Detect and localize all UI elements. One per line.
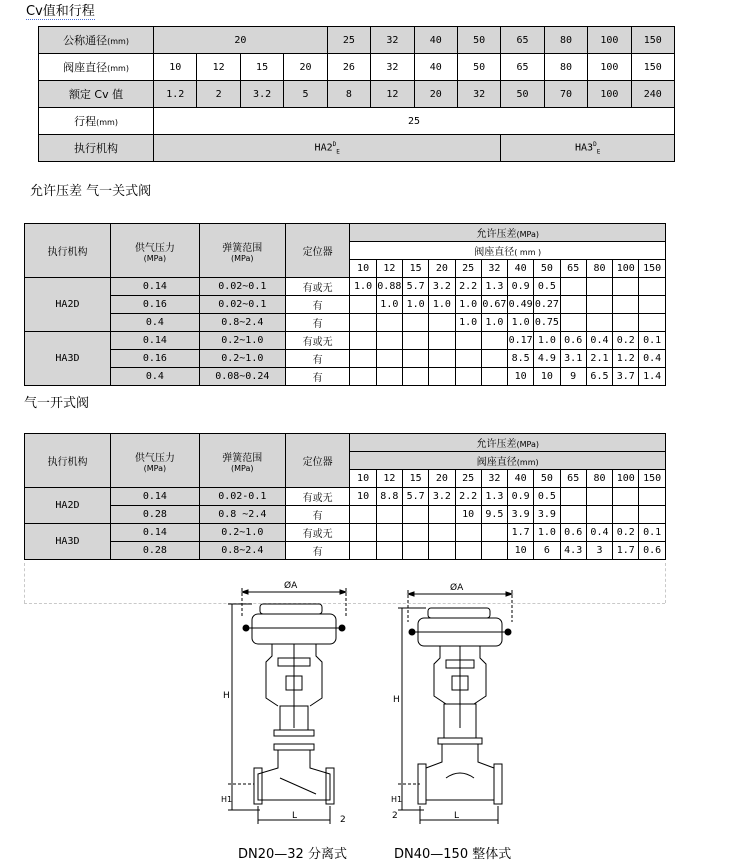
stroke-label: 行程(mm) <box>39 108 154 135</box>
actuator-body <box>252 614 336 644</box>
value-cell: 1.0 <box>534 332 560 350</box>
value-cell <box>613 314 639 332</box>
value-cell <box>402 332 428 350</box>
value-cell: 1.0 <box>455 296 481 314</box>
value-cell: 0.6 <box>560 332 586 350</box>
value-cell <box>481 542 507 560</box>
actuator-cell: HA3D <box>25 524 111 560</box>
seat-header-cell: 20 <box>429 260 455 278</box>
cv-cell: 2 <box>197 81 240 108</box>
value-cell <box>429 332 455 350</box>
value-cell: 1.7 <box>508 524 534 542</box>
value-cell <box>586 506 612 524</box>
seat-cell: 15 <box>240 54 283 81</box>
value-cell <box>350 314 376 332</box>
value-cell: 3.2 <box>429 278 455 296</box>
nominal-cell: 80 <box>544 27 587 54</box>
seat-header-cell: 50 <box>534 470 560 488</box>
dim-2-label: 2 <box>340 815 346 825</box>
dim-h-label: H <box>393 695 400 705</box>
value-cell: 8.8 <box>376 488 402 506</box>
arrow <box>340 590 346 594</box>
data-row <box>25 368 666 386</box>
value-cell: 0.6 <box>560 524 586 542</box>
actuator-row <box>39 135 675 162</box>
cv-cell: 5 <box>284 81 327 108</box>
yoke-right <box>310 644 322 706</box>
value-cell: 3.1 <box>560 350 586 368</box>
value-cell: 0.4 <box>586 332 612 350</box>
seat-header-cell: 32 <box>481 260 507 278</box>
seat-header-cell: 12 <box>376 470 402 488</box>
value-cell <box>376 314 402 332</box>
nominal-cell: 100 <box>588 27 631 54</box>
seat-cell: 150 <box>631 54 674 81</box>
integral-valve-diagram <box>390 578 530 838</box>
arrow <box>408 592 414 596</box>
value-cell <box>455 332 481 350</box>
nominal-cell: 25 <box>327 27 370 54</box>
actuator-label: 执行机构 <box>39 135 154 162</box>
value-cell: 6.5 <box>586 368 612 386</box>
header-row <box>25 434 666 452</box>
supply-cell: 0.4 <box>110 314 199 332</box>
positioner-cell: 有或无 <box>285 524 350 542</box>
value-cell <box>481 332 507 350</box>
spring-cell: 0.02~0.1 <box>199 278 285 296</box>
integral-caption: DN40—150 整体式 <box>394 847 512 862</box>
value-cell: 1.0 <box>481 314 507 332</box>
frame-line <box>24 563 25 603</box>
data-row <box>25 506 666 524</box>
value-cell <box>376 368 402 386</box>
seat-header-cell: 65 <box>560 470 586 488</box>
value-cell <box>586 296 612 314</box>
spring-cell: 0.2~1.0 <box>199 332 285 350</box>
seat-cell: 65 <box>501 54 544 81</box>
value-cell <box>560 296 586 314</box>
value-cell <box>455 542 481 560</box>
body-line <box>280 778 316 794</box>
value-cell <box>376 524 402 542</box>
supply-cell: 0.16 <box>110 296 199 314</box>
dim-l-label: L <box>292 811 298 821</box>
seat-header-cell: 15 <box>402 260 428 278</box>
cv-cell: 100 <box>588 81 631 108</box>
bolt <box>339 625 345 631</box>
cv-cell: 8 <box>327 81 370 108</box>
seat-header-cell: 80 <box>586 470 612 488</box>
bolt <box>409 629 415 635</box>
value-cell: 1.2 <box>613 350 639 368</box>
positioner-cell: 有 <box>285 314 350 332</box>
actuator-top <box>260 604 322 614</box>
nominal-cell: 32 <box>371 27 414 54</box>
value-cell <box>560 314 586 332</box>
data-row <box>25 488 666 506</box>
value-cell: 0.5 <box>534 278 560 296</box>
spring-header: 弹簧范围 (MPa) <box>199 224 285 278</box>
value-cell: 0.49 <box>508 296 534 314</box>
value-cell <box>639 506 666 524</box>
positioner-cell: 有或无 <box>285 488 350 506</box>
value-cell <box>613 278 639 296</box>
value-cell <box>639 278 666 296</box>
dim-2-label: 2 <box>392 811 398 821</box>
supply-cell: 0.4 <box>110 368 199 386</box>
value-cell: 0.6 <box>639 542 666 560</box>
value-cell <box>402 506 428 524</box>
value-cell <box>402 524 428 542</box>
value-cell <box>429 524 455 542</box>
value-cell <box>350 368 376 386</box>
value-cell <box>560 506 586 524</box>
spring-cell: 0.02~0.1 <box>199 296 285 314</box>
cv-stroke-table <box>38 26 675 162</box>
seat-header-cell: 100 <box>613 260 639 278</box>
value-cell <box>402 542 428 560</box>
cv-stroke-title: Cv值和行程 <box>26 4 95 19</box>
seat-cell: 20 <box>284 54 327 81</box>
seat-header-cell: 12 <box>376 260 402 278</box>
value-cell: 0.4 <box>586 524 612 542</box>
value-cell: 4.9 <box>534 350 560 368</box>
seat-header-cell: 20 <box>429 470 455 488</box>
spring-cell: 0.02-0.1 <box>199 488 285 506</box>
seat-cell: 32 <box>371 54 414 81</box>
dim-l-label: L <box>454 811 460 821</box>
seat-diameter-header: 阀座直径(mm) <box>350 452 666 470</box>
value-cell <box>586 314 612 332</box>
actuator-cell: HA3D <box>25 332 111 386</box>
cv-cell: 20 <box>414 81 457 108</box>
cv-cell: 12 <box>371 81 414 108</box>
stroke-row <box>39 108 675 135</box>
seat-cell: 100 <box>588 54 631 81</box>
supply-header: 供气压力 (MPa) <box>110 434 199 488</box>
value-cell <box>639 488 666 506</box>
positioner-cell: 有 <box>285 350 350 368</box>
closed-valve-title: 允许压差 气一关式阀 <box>30 184 152 199</box>
spring-cell: 0.2~1.0 <box>199 350 285 368</box>
value-cell <box>481 524 507 542</box>
seat-header-cell: 10 <box>350 260 376 278</box>
supply-header: 供气压力 (MPa) <box>110 224 199 278</box>
positioner-cell: 有 <box>285 296 350 314</box>
value-cell <box>350 350 376 368</box>
value-cell <box>613 488 639 506</box>
nominal-cell: 150 <box>631 27 674 54</box>
dim-h-label: H <box>223 691 230 701</box>
value-cell: 2.1 <box>586 350 612 368</box>
seat-header-cell: 150 <box>639 260 666 278</box>
value-cell: 1.0 <box>508 314 534 332</box>
yoke-right <box>474 646 486 704</box>
yoke-left <box>266 644 278 706</box>
value-cell <box>455 524 481 542</box>
value-cell <box>376 506 402 524</box>
value-cell <box>455 368 481 386</box>
arrow <box>506 592 512 596</box>
value-cell <box>586 488 612 506</box>
value-cell: 8.5 <box>508 350 534 368</box>
value-cell: 1.0 <box>376 296 402 314</box>
value-cell <box>402 368 428 386</box>
nominal-cell: 65 <box>501 27 544 54</box>
value-cell <box>613 296 639 314</box>
value-cell <box>560 278 586 296</box>
supply-cell: 0.28 <box>110 542 199 560</box>
bonnet-flange <box>274 730 314 736</box>
value-cell: 5.7 <box>402 488 428 506</box>
seat-header-cell: 25 <box>455 470 481 488</box>
seat-cell: 40 <box>414 54 457 81</box>
value-cell: 4.3 <box>560 542 586 560</box>
cv-cell: 70 <box>544 81 587 108</box>
value-cell <box>481 368 507 386</box>
value-cell: 3.9 <box>508 506 534 524</box>
value-cell <box>350 524 376 542</box>
actuator-ha2: $HA2^D_E$ <box>154 135 501 162</box>
actuator-header: 执行机构 <box>25 224 111 278</box>
value-cell <box>350 506 376 524</box>
value-cell <box>429 350 455 368</box>
seat-header-cell: 25 <box>455 260 481 278</box>
nominal-cell: 40 <box>414 27 457 54</box>
data-row <box>25 296 666 314</box>
actuator-ha3: $HA3^D_E$ <box>501 135 675 162</box>
supply-cell: 0.14 <box>110 488 199 506</box>
value-cell: 1.0 <box>350 278 376 296</box>
value-cell: 0.1 <box>639 524 666 542</box>
actuator-top <box>428 608 490 618</box>
body-line <box>446 773 474 778</box>
arrow <box>242 590 248 594</box>
value-cell: 2.2 <box>455 488 481 506</box>
value-cell: 10 <box>508 368 534 386</box>
bonnet-flange <box>438 738 482 744</box>
value-cell <box>402 350 428 368</box>
seat-row <box>39 54 675 81</box>
value-cell <box>376 542 402 560</box>
value-cell <box>586 278 612 296</box>
cv-cell: 50 <box>501 81 544 108</box>
value-cell <box>429 542 455 560</box>
positioner-cell: 有或无 <box>285 332 350 350</box>
value-cell: 1.0 <box>455 314 481 332</box>
nominal-cell: 50 <box>457 27 500 54</box>
seat-header-cell: 32 <box>481 470 507 488</box>
cv-cell: 3.2 <box>240 81 283 108</box>
value-cell <box>402 314 428 332</box>
seat-cell: 12 <box>197 54 240 81</box>
spring-cell: 0.08~0.24 <box>199 368 285 386</box>
frame-line <box>665 563 666 603</box>
supply-cell: 0.28 <box>110 506 199 524</box>
nominal-label: 公称通径(mm) <box>39 27 154 54</box>
data-row <box>25 332 666 350</box>
value-cell: 3.9 <box>534 506 560 524</box>
value-cell <box>639 314 666 332</box>
cv-cell: 1.2 <box>154 81 197 108</box>
supply-cell: 0.14 <box>110 524 199 542</box>
valve-body <box>426 744 494 800</box>
supply-cell: 0.14 <box>110 278 199 296</box>
value-cell: 10 <box>534 368 560 386</box>
value-cell: 0.9 <box>508 488 534 506</box>
spring-cell: 0.8 ~2.4 <box>199 506 285 524</box>
seat-header-cell: 10 <box>350 470 376 488</box>
allowed-dp-header: 允许压差(MPa) <box>350 434 666 452</box>
positioner-header: 定位器 <box>285 434 350 488</box>
positioner-header: 定位器 <box>285 224 350 278</box>
seat-header-cell: 50 <box>534 260 560 278</box>
value-cell: 3.7 <box>613 368 639 386</box>
spring-cell: 0.8~2.4 <box>199 542 285 560</box>
value-cell <box>429 314 455 332</box>
actuator-header: 执行机构 <box>25 434 111 488</box>
seat-diameter-header: 阀座直径( mm ) <box>350 242 666 260</box>
value-cell <box>376 332 402 350</box>
actuator-cell: HA2D <box>25 488 111 524</box>
value-cell <box>560 488 586 506</box>
value-cell: 1.3 <box>481 278 507 296</box>
cv-row <box>39 81 675 108</box>
seat-label: 阀座直径(mm) <box>39 54 154 81</box>
value-cell: 0.67 <box>481 296 507 314</box>
split-valve-diagram <box>220 578 360 838</box>
dim-a-label: ØA <box>284 581 298 591</box>
actuator-cell: HA2D <box>25 278 111 332</box>
bolt <box>243 625 249 631</box>
seat-header-cell: 150 <box>639 470 666 488</box>
data-row <box>25 314 666 332</box>
value-cell: 5.7 <box>402 278 428 296</box>
seat-header-cell: 80 <box>586 260 612 278</box>
value-cell <box>481 350 507 368</box>
positioner-cell: 有或无 <box>285 278 350 296</box>
value-cell: 2.2 <box>455 278 481 296</box>
value-cell <box>613 506 639 524</box>
seat-header-cell: 40 <box>508 260 534 278</box>
value-cell: 1.0 <box>402 296 428 314</box>
pipe-flange-right <box>494 764 502 804</box>
value-cell: 10 <box>350 488 376 506</box>
value-cell <box>376 350 402 368</box>
value-cell: 1.0 <box>534 524 560 542</box>
stroke-value: 25 <box>154 108 675 135</box>
value-cell <box>429 368 455 386</box>
bolt <box>505 629 511 635</box>
body-flange <box>274 744 314 750</box>
value-cell: 1.7 <box>613 542 639 560</box>
seat-header-cell: 100 <box>613 470 639 488</box>
seat-cell: 80 <box>544 54 587 81</box>
value-cell <box>639 296 666 314</box>
value-cell: 0.4 <box>639 350 666 368</box>
spring-cell: 0.2~1.0 <box>199 524 285 542</box>
seat-cell: 10 <box>154 54 197 81</box>
positioner-cell: 有 <box>285 506 350 524</box>
closed-valve-table <box>24 223 666 386</box>
seat-header-cell: 65 <box>560 260 586 278</box>
cv-label: 额定 Cv 值 <box>39 81 154 108</box>
supply-cell: 0.14 <box>110 332 199 350</box>
supply-cell: 0.16 <box>110 350 199 368</box>
cv-cell: 32 <box>457 81 500 108</box>
value-cell: 9 <box>560 368 586 386</box>
value-cell: 0.88 <box>376 278 402 296</box>
value-cell <box>350 332 376 350</box>
yoke-left <box>434 646 446 704</box>
nominal-cell: 20 <box>154 27 328 54</box>
value-cell: 0.5 <box>534 488 560 506</box>
value-cell: 6 <box>534 542 560 560</box>
positioner-cell: 有 <box>285 368 350 386</box>
spring-cell: 0.8~2.4 <box>199 314 285 332</box>
value-cell <box>455 350 481 368</box>
value-cell: 3.2 <box>429 488 455 506</box>
spring-header: 弹簧范围 (MPa) <box>199 434 285 488</box>
header-row <box>25 224 666 242</box>
value-cell <box>350 296 376 314</box>
seat-header-cell: 40 <box>508 470 534 488</box>
value-cell: 0.2 <box>613 524 639 542</box>
value-cell: 1.4 <box>639 368 666 386</box>
dim-a-label: ØA <box>450 583 464 593</box>
split-caption: DN20—32 分离式 <box>238 847 347 862</box>
valve-body <box>258 750 330 800</box>
seat-cell: 50 <box>457 54 500 81</box>
value-cell: 10 <box>455 506 481 524</box>
value-cell: 0.2 <box>613 332 639 350</box>
value-cell: 9.5 <box>481 506 507 524</box>
value-cell: 0.17 <box>508 332 534 350</box>
value-cell <box>429 506 455 524</box>
positioner-cell: 有 <box>285 542 350 560</box>
open-valve-table <box>24 433 666 560</box>
value-cell <box>350 542 376 560</box>
allowed-dp-header: 允许压差(MPa) <box>350 224 666 242</box>
value-cell: 0.1 <box>639 332 666 350</box>
cv-cell: 240 <box>631 81 674 108</box>
dim-h1-label: H1 <box>391 795 403 804</box>
value-cell: 0.9 <box>508 278 534 296</box>
data-row <box>25 278 666 296</box>
data-row <box>25 524 666 542</box>
value-cell: 0.27 <box>534 296 560 314</box>
value-cell: 10 <box>508 542 534 560</box>
seat-cell: 26 <box>327 54 370 81</box>
open-valve-title: 气一开式阀 <box>24 396 90 411</box>
value-cell: 3 <box>586 542 612 560</box>
value-cell: 0.75 <box>534 314 560 332</box>
data-row <box>25 542 666 560</box>
dim-h1-label: H1 <box>221 795 233 804</box>
nominal-row <box>39 27 675 54</box>
data-row <box>25 350 666 368</box>
value-cell: 1.3 <box>481 488 507 506</box>
value-cell: 1.0 <box>429 296 455 314</box>
seat-header-cell: 15 <box>402 470 428 488</box>
